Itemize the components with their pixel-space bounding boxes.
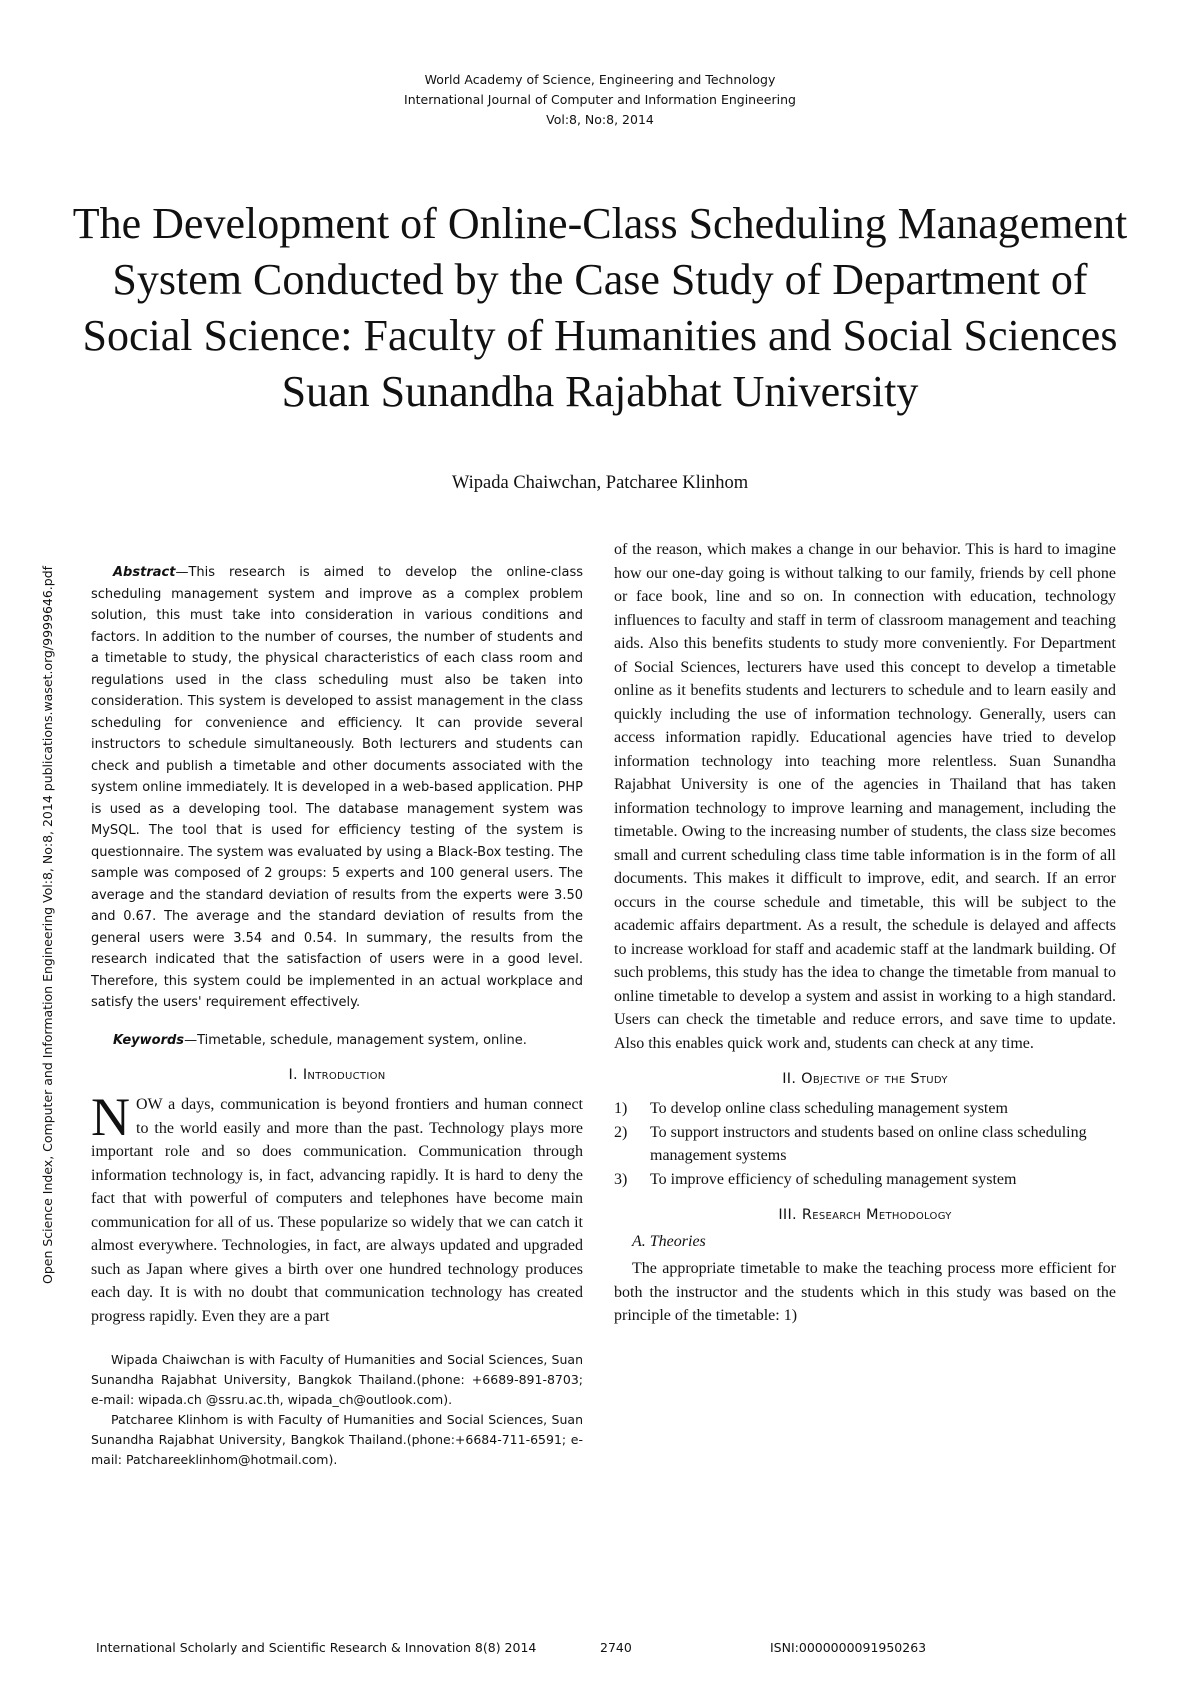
keywords: Keywords—Timetable, schedule, management system, online. xyxy=(113,1032,527,1048)
author-footnotes xyxy=(91,1350,583,1470)
footnote-author-2: Patcharee Klinhom is with Faculty of Humanities and Social Sciences, Suan Sunandha Rajabhat University, Bangkok Thailand.(phone:+6684-711-6591; e-mail: Patchareeklinhom@hotmail.com). xyxy=(91,1412,583,1467)
keywords-label: Keywords xyxy=(113,1032,185,1048)
list-item xyxy=(614,1097,1116,1121)
list-item-number: 3) xyxy=(614,1170,628,1188)
journal-header xyxy=(0,70,1200,130)
footnote-author-1: Wipada Chaiwchan is with Faculty of Humanities and Social Sciences, Suan Sunandha Rajabhat University, Bangkok Thailand.(phone: +6689-891-8703; e-mail: wipada.ch @ssru.ac.th, wipada_ch@outlook.com). xyxy=(91,1352,583,1407)
abstract-text: This research is aimed to develop the online-class scheduling management system and improve as a complex problem solution, this must take into consideration in various conditions and factors. In addition to the number of courses, the number of students and a timetable to study, the physical characteristics of each class room and regulations used in the class scheduling must also be taken into consideration. This system is developed to assist management in the class scheduling for convenience and efficiency. It can provide several instructors to schedule simultaneously. Both lecturers and students can check and publish a timetable and other documents associated with the system online immediately. It is developed in a web-based application. PHP is used as a developing tool. The database management system was MySQL. The tool that is used for efficiency testing of the system is questionnaire. The system was evaluated by using a Black-Box testing. The sample was composed of 2 groups: 5 experts and 100 general users. The average and the standard deviation of results from the experts were 3.50 and 0.67. The average and the standard deviation of results from the general users were 3.54 and 0.54. In summary, the results from the research indicated that the satisfaction of users were in a good level. Therefore, this system could be implemented in an actual workplace and satisfy the users' requirement effectively. xyxy=(91,565,583,1010)
header-line-journal: International Journal of Computer and Information Engineering xyxy=(404,92,796,107)
list-item-number: 1) xyxy=(614,1100,628,1117)
section-heading-objectives: II. Objective of the Study xyxy=(782,1071,948,1087)
list-item-number: 2) xyxy=(614,1123,628,1141)
footer-page-number: 2740 xyxy=(600,1640,632,1655)
paper-title: The Development of Online-Class Scheduling Management System Conducted by the Case Study of Department of Social Science: Faculty of Humanities and Social Sciences Suan Sunandha Rajabhat University xyxy=(72,199,1128,416)
introduction-continued: of the reason, which makes a change in our behavior. This is hard to imagine how our one-day going is without talking to our family, friends by cell phone or face book, line and so on. In connection with education, technology influences to faculty and staff in term of classroom management and teaching aids. Also this benefits students to study more conveniently. For Department of Social Sciences, lecturers have used this concept to develop a timetable online as it benefits students and lecturers to schedule and to learn easily and quickly including the use of information technology. Generally, users can access information rapidly. Educational agencies have tried to develop information technology into teaching more relentless. Suan Sunandha Rajabhat University is one of the agencies in Thailand that has taken information technology to improve learning and management, including the timetable. Owing to the increasing number of students, the class size becomes small and current scheduling class time table information is in the form of all documents. This makes it difficult to improve, edit, and search. If an error occurs in the course schedule and timetable, this will be subject to the academic affairs department. As a result, the schedule is delayed and affects to increase workload for staff and academic staff at the landmark building. Of such problems, this study has the idea to change the timetable from manual to online timetable to develop a system and assist in working to a high standard. Users can check the timetable and reduce errors, and save time to update. Also this enables quick work and, students can check at any time. xyxy=(614,541,1116,1052)
list-item-text: To improve efficiency of scheduling management system xyxy=(650,1170,1017,1188)
abstract-label: Abstract xyxy=(113,565,176,580)
list-item xyxy=(614,1121,1116,1168)
side-index-watermark: Open Science Index, Computer and Information Engineering Vol:8, No:8, 2014 publications.waset.org/9999646.pdf xyxy=(40,565,55,1284)
introduction-text: OW a days, communication is beyond frontiers and human connect to the world easily and more than the past. Technology plays more important role and so does communication. Communication through information technology is, in fact, advancing rapidly. It is hard to deny the fact that with powerful of computers and telephones have become main communication for all of us. These popularize so widely that we can catch it almost everywhere. Technologies, in fact, are always updated and upgraded such as Japan where gives a birth over one hundred technology produces each day. It is with no doubt that communication technology has created progress rapidly. Even they are a part xyxy=(91,1096,583,1325)
section-heading-methodology: III. Research Methodology xyxy=(778,1207,952,1223)
subsection-heading-theories: A. Theories xyxy=(632,1233,706,1250)
left-column xyxy=(91,562,583,1470)
keywords-text: Timetable, schedule, management system, online. xyxy=(197,1032,527,1048)
header-line-publisher: World Academy of Science, Engineering and Technology xyxy=(424,72,776,87)
list-item-text: To support instructors and students based on online class scheduling management systems xyxy=(650,1123,1087,1164)
footer-journal: International Scholarly and Scientific Research & Innovation 8(8) 2014 xyxy=(96,1640,537,1655)
list-item-text: To develop online class scheduling management system xyxy=(650,1100,1008,1117)
section-heading-introduction: I. Introduction xyxy=(288,1067,386,1083)
header-line-volume: Vol:8, No:8, 2014 xyxy=(546,112,654,127)
right-column xyxy=(614,538,1116,1328)
methodology-paragraph: The appropriate timetable to make the teaching process more efficient for both the instructor and the students which in this study was based on the principle of the timetable: 1) xyxy=(614,1260,1116,1324)
objective-list xyxy=(614,1097,1116,1191)
introduction-paragraph xyxy=(91,1087,583,1328)
author-list: Wipada Chaiwchan, Patcharee Klinhom xyxy=(451,473,749,493)
dropcap-letter: N xyxy=(91,1087,130,1147)
footer-isni: ISNI:0000000091950263 xyxy=(770,1640,927,1655)
abstract: Abstract—This research is aimed to develop the online-class scheduling management system and improve as a complex problem solution, this must take into consideration in various conditions and factors. In addition to the number of courses, the number of students and a timetable to study, the physical characteristics of each class room and regulations used in the class scheduling must also be taken into consideration. This system is developed to assist management in the class scheduling for convenience and efficiency. It can provide several instructors to schedule simultaneously. Both lecturers and students can check and publish a timetable and other documents associated with the system online immediately. It is developed in a web-based application. PHP is used as a developing tool. The database management system was MySQL. The tool that is used for efficiency testing of the system is questionnaire. The system was evaluated by using a Black-Box testing. The sample was composed of 2 groups: 5 experts and 100 general users. The average and the standard deviation of results from the experts were 3.50 and 0.67. The average and the standard deviation of results from the general users were 3.54 and 0.54. In summary, the results from the research indicated that the satisfaction of users were in a good level. Therefore, this system could be implemented in an actual workplace and satisfy the users' requirement effectively. xyxy=(91,565,583,1010)
list-item xyxy=(614,1168,1116,1192)
